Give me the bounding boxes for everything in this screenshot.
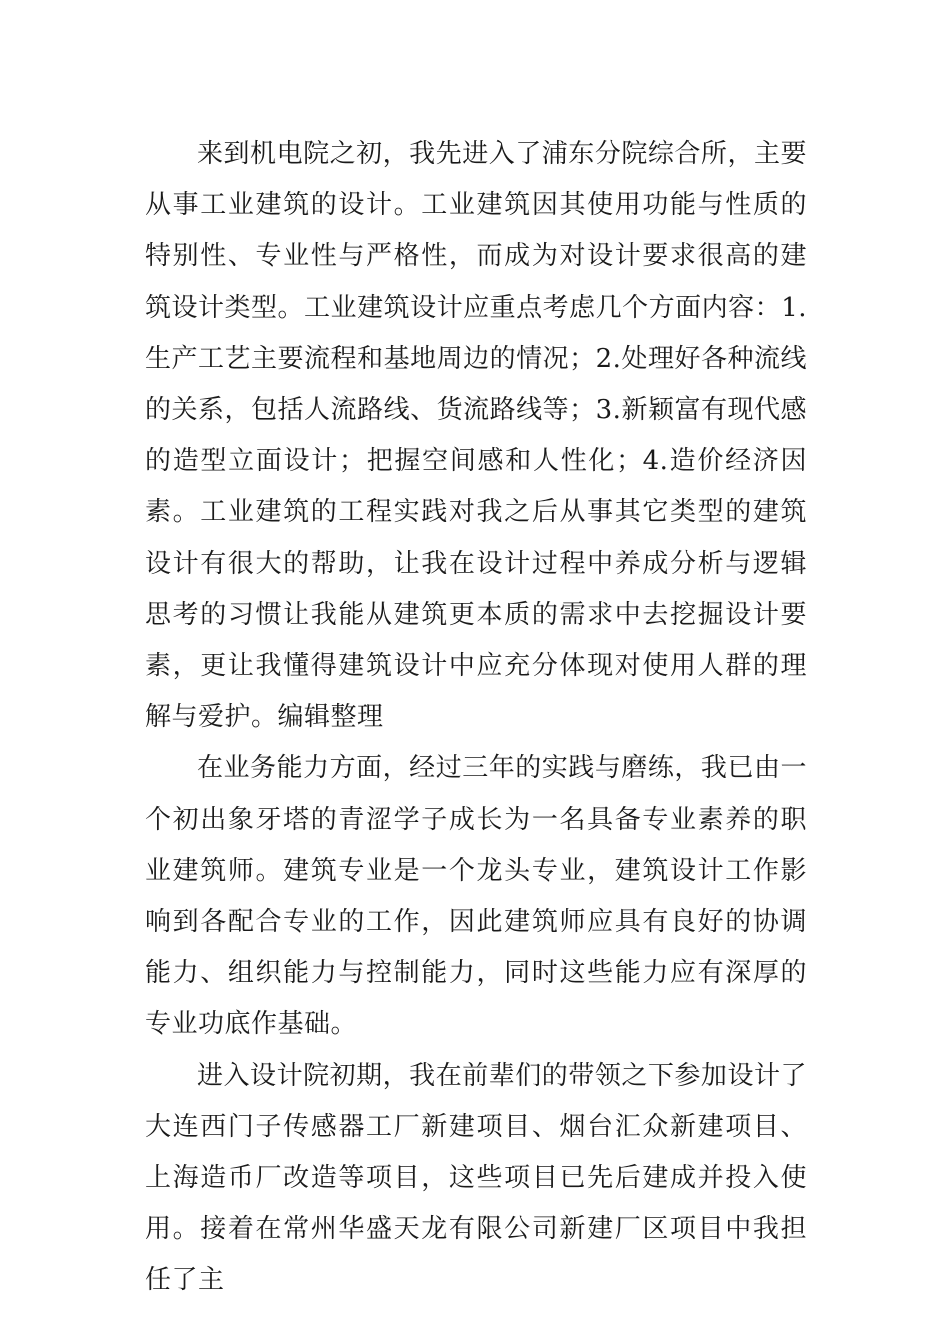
document-body: [145, 129, 807, 1307]
paragraph-industrial-design: 来到机电院之初，我先进入了浦东分院综合所，主要从事工业建筑的设计。工业建筑因其使用功能与性质的特别性、专业性与严格性，而成为对设计要求很高的建筑设计类型。工业建筑设计应重点考虑几个方面内容：1.生产工艺主要流程和基地周边的情况；2.处理好各种流线的关系，包括人流路线、货流路线等；3.新颖富有现代感的造型立面设计；把握空间感和人性化；4.造价经济因素。工业建筑的工程实践对我之后从事其它类型的建筑设计有很大的帮助，让我在设计过程中养成分析与逻辑思考的习惯让我能从建筑更本质的需求中去挖掘设计要素，更让我懂得建筑设计中应充分体现对使用人群的理解与爱护。编辑整理: [145, 139, 807, 733]
paragraph-early-projects: 进入设计院初期，我在前辈们的带领之下参加设计了大连西门子传感器工厂新建项目、烟台汇众新建项目、上海造币厂改造等项目，这些项目已先后建成并投入使用。接着在常州华盛天龙有限公司新建厂区项目中我担任了主: [145, 1060, 807, 1296]
paragraph-professional-ability: 在业务能力方面，经过三年的实践与磨练，我已由一个初出象牙塔的青涩学子成长为一名具备专业素养的职业建筑师。建筑专业是一个龙头专业，建筑设计工作影响到各配合专业的工作，因此建筑师应具有良好的协调能力、组织能力与控制能力，同时这些能力应有深厚的专业功底作基础。: [145, 753, 807, 1040]
